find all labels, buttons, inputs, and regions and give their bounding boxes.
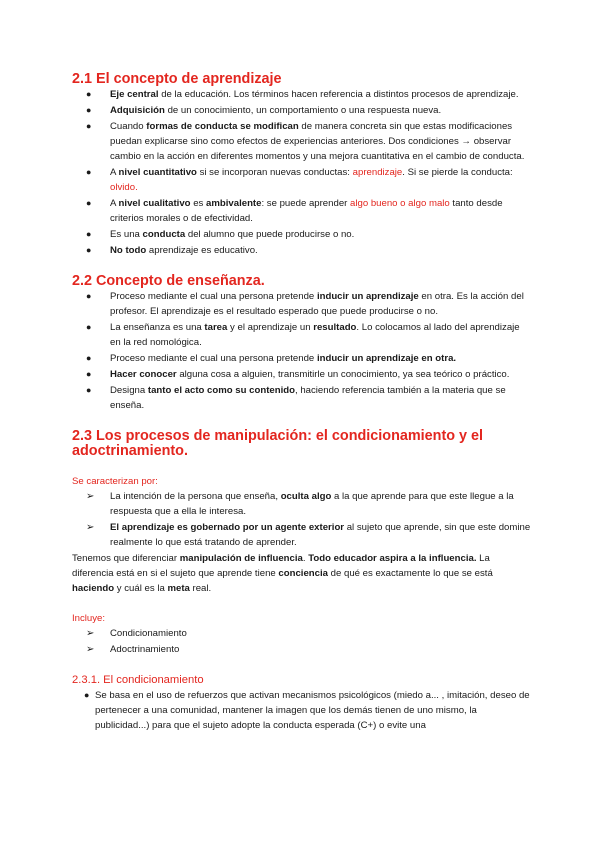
list-item <box>72 227 532 242</box>
text-run: . Si se pierde la conducta: <box>402 167 513 178</box>
section-2-3-1-list <box>72 688 532 733</box>
section-2-1-heading: 2.1 El concepto de aprendizaje <box>72 71 282 87</box>
bold-text: manipulación de influencia <box>179 553 303 564</box>
bullet-icon: ● <box>86 245 92 255</box>
rich-text <box>110 369 509 380</box>
text-run: La diferencia está en si el sujeto que aprende tiene <box>72 553 490 579</box>
text-run: de la educación. Los términos hacen referencia a distintos procesos de aprendizaje. <box>158 89 519 100</box>
text-run: tanto desde criterios morales o de efectividad. <box>110 198 503 224</box>
list-item <box>72 87 532 102</box>
text-run: , haciendo referencia también a la materia que se enseña. <box>110 385 506 411</box>
text-run: de qué es exactamente lo que se está <box>328 568 493 579</box>
list-item <box>72 688 532 733</box>
bold-text: inducir un aprendizaje <box>316 291 419 302</box>
bold-text: resultado <box>313 322 357 333</box>
bold-text: meta <box>167 583 190 594</box>
text-run: . Lo colocamos al lado del aprendizaje en la red nomológica. <box>110 322 520 348</box>
list-item <box>72 289 532 319</box>
list-item <box>72 119 532 164</box>
arrow-bullet-icon: ➢ <box>86 522 95 533</box>
text-run: Tenemos que diferenciar <box>72 553 180 564</box>
text-run: Proceso mediante el cual una persona pretende <box>110 353 317 364</box>
bullet-icon: ● <box>86 121 92 131</box>
text-run: de un conocimiento, un comportamiento o una respuesta nueva. <box>164 105 442 116</box>
section-2-3-subtitle: Se caracterizan por: <box>72 476 158 487</box>
bold-text: tarea <box>204 322 228 333</box>
rich-text <box>110 322 520 348</box>
list-item <box>72 165 532 195</box>
list-item: ➢ Condicionamiento <box>86 628 187 639</box>
section-2-1-list <box>72 87 532 258</box>
list-item <box>72 383 532 413</box>
text-run: Proceso mediante el cual una persona pretende <box>110 291 317 302</box>
rich-text <box>110 291 524 317</box>
rich-text <box>110 353 456 364</box>
text-run: y cuál es la <box>114 583 168 594</box>
text-run: La intención de la persona que enseña, <box>110 491 281 502</box>
text-run: real. <box>189 583 212 594</box>
incluye-list <box>72 626 532 657</box>
rich-text <box>110 522 530 548</box>
text-run: si se incorporan nuevas conductas: <box>196 167 353 178</box>
bold-text: nivel cuantitativo <box>118 167 197 178</box>
list-item: ➢ Adoctrinamiento <box>86 644 180 655</box>
text-run: . <box>302 553 309 564</box>
bold-text: Eje central <box>110 89 159 100</box>
rich-text <box>110 198 503 224</box>
incluye-label: Incluye: <box>72 613 106 624</box>
rich-text <box>110 89 519 100</box>
bullet-icon: ● <box>86 291 92 301</box>
rich-text <box>110 245 258 256</box>
bold-text: nivel cualitativo <box>118 198 191 209</box>
list-item <box>72 351 532 366</box>
bold-text: haciendo <box>72 583 115 594</box>
bold-text: oculta algo <box>280 491 332 502</box>
bold-text: El aprendizaje es gobernado por un agente exterior <box>110 522 345 533</box>
rich-text <box>110 491 514 517</box>
section-2-2-list <box>72 289 532 413</box>
list-item <box>72 489 532 519</box>
text-run: alguna cosa a alguien, transmitirle un conocimiento, ya sea teórico o práctico. <box>176 369 510 380</box>
bullet-icon: ● <box>86 198 92 208</box>
section-2-3-heading: 2.3 Los procesos de manipulación: el condicionamiento y el adoctrinamiento. <box>72 428 484 459</box>
bold-text: inducir un aprendizaje en otra. <box>316 353 457 364</box>
bullet-icon: ● <box>86 322 92 332</box>
document-content <box>72 72 532 733</box>
section-2-3-1-heading: 2.3.1. El condicionamiento <box>72 674 204 686</box>
bullet-icon: ● <box>86 105 92 115</box>
bold-text: formas de conducta se modifican <box>146 121 299 132</box>
bullet-icon: ● <box>86 167 92 177</box>
highlighted-text: algo bueno o algo malo <box>350 198 450 209</box>
list-item <box>72 103 532 118</box>
text-run: Designa <box>110 385 148 396</box>
bullet-icon: ● <box>86 89 92 99</box>
bullet-icon: ● <box>86 353 92 363</box>
bold-text: Adquisición <box>110 105 165 116</box>
bold-text: conciencia <box>278 568 328 579</box>
arrow-bullet-icon: ➢ <box>86 491 95 502</box>
section-2-3-paragraph <box>72 551 532 596</box>
text-run: Es una <box>110 229 143 240</box>
list-item <box>72 196 532 226</box>
arrow-bullet-icon: ➢ <box>86 644 95 655</box>
section-2-2-heading: 2.2 Concepto de enseñanza. <box>72 273 265 289</box>
rich-text <box>95 690 530 731</box>
list-item <box>72 367 532 382</box>
arrow-bullet-icon: ➢ <box>86 628 95 639</box>
bullet-icon: ● <box>86 229 92 239</box>
rich-text <box>110 105 441 116</box>
text-run: La enseñanza es una <box>110 322 205 333</box>
text-run: y el aprendizaje un <box>227 322 314 333</box>
text-run: en otra. Es la acción del profesor. El aprendizaje es el resultado esperado que puede producirse o no. <box>110 291 524 317</box>
text-run: Se basa en el uso de refuerzos que activan mecanismos psicológicos (miedo a... , imitación, deseo de pertenecer a una comunidad, mantener la imagen que los demás tienen de uno mismo, la publicidad...) para que el sujeto adopte la conducta esperada (C+) o evite una <box>95 690 530 731</box>
text-run: al sujeto que aprende, sin que este domine realmente lo que está tratando de aprender. <box>110 522 531 548</box>
list-item <box>72 520 532 550</box>
highlighted-text: olvido. <box>110 182 138 193</box>
text-run: del alumno que puede producirse o no. <box>185 229 355 240</box>
bold-text: No todo <box>110 245 147 256</box>
rich-text <box>110 229 354 240</box>
bold-text: Hacer conocer <box>110 369 177 380</box>
text-run: : se puede aprender <box>261 198 351 209</box>
bold-text: ambivalente <box>206 198 262 209</box>
rich-text <box>110 121 524 162</box>
list-item <box>72 320 532 350</box>
text-run: A <box>110 167 119 178</box>
highlighted-text: aprendizaje <box>352 167 403 178</box>
list-item <box>72 243 532 258</box>
text-run: A <box>110 198 119 209</box>
rich-text <box>110 385 506 411</box>
bullet-icon: ● <box>84 690 90 700</box>
bullet-icon: ● <box>86 385 92 395</box>
text-run: Cuando <box>110 121 147 132</box>
rich-text <box>110 167 513 193</box>
text-run: de manera concreta sin que estas modificaciones puedan explicarse sino como efectos de experiencias anteriores. Dos condiciones → observar cambio en la acción en diferentes momentos y una mejora cuantitativa en el cambio de conducta. <box>110 121 525 162</box>
text-run: es <box>190 198 206 209</box>
section-2-3-list <box>72 489 532 550</box>
bold-text: Todo educador aspira a la influencia. <box>308 553 477 564</box>
bullet-icon: ● <box>86 369 92 379</box>
text-run: a la que aprende para que este llegue a la respuesta que a ella le interesa. <box>110 491 514 517</box>
bold-text: tanto el acto como su contenido <box>147 385 295 396</box>
rich-text <box>72 553 493 594</box>
bold-text: conducta <box>142 229 186 240</box>
text-run: aprendizaje es educativo. <box>146 245 258 256</box>
